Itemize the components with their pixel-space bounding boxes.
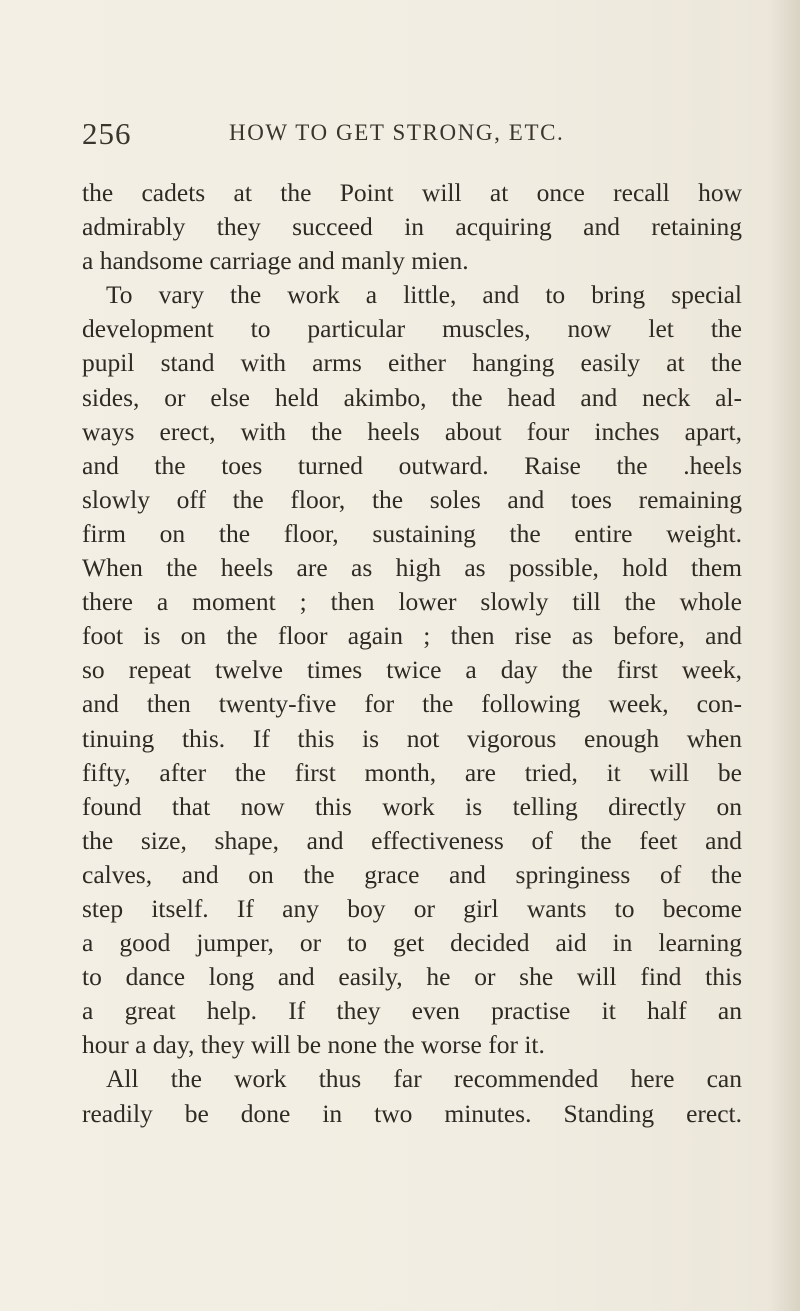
- text-line: development to particular muscles, now let the: [82, 314, 742, 344]
- text-line: To vary the work a little, and to bring special: [106, 280, 742, 310]
- text-line: foot is on the floor again ; then rise as before, and: [82, 621, 742, 651]
- text-line: hour a day, they will be none the worse for it.: [82, 1030, 545, 1060]
- text-line: the cadets at the Point will at once recall how: [82, 178, 742, 207]
- text-line: and the toes turned outward. Raise the .heels: [82, 450, 742, 480]
- text-line: tinuing this. If this is not vigorous enough when: [82, 723, 742, 753]
- text-line: admirably they succeed in acquiring and retaining: [82, 212, 742, 242]
- text-line: a great help. If they even practise it half an: [82, 996, 742, 1026]
- text-line: slowly off the floor, the soles and toes remaining: [82, 484, 742, 514]
- text-line: and then twenty-five for the following week, con-: [82, 689, 742, 719]
- text-line: a good jumper, or to get decided aid in learning: [82, 928, 742, 958]
- running-head: HOW TO GET STRONG, ETC.: [229, 120, 565, 145]
- text-line: All the work thus far recommended here can: [106, 1064, 742, 1094]
- text-line: calves, and on the grace and springiness of the: [82, 859, 742, 889]
- text-line: so repeat twelve times twice a day the first week,: [82, 655, 742, 685]
- text-line: When the heels are as high as possible, hold them: [82, 553, 742, 583]
- page-header: [82, 116, 722, 156]
- text-line: pupil stand with arms either hanging easily at the: [82, 348, 742, 378]
- body-text: [82, 176, 742, 1131]
- text-line: ways erect, with the heels about four inches apart,: [82, 416, 742, 446]
- page-number: 256: [82, 116, 132, 151]
- text-line: fifty, after the first month, are tried, it will be: [82, 757, 742, 787]
- text-line: the size, shape, and effectiveness of the feet and: [82, 825, 742, 855]
- text-line: a handsome carriage and manly mien.: [82, 246, 469, 276]
- text-line: found that now this work is telling directly on: [82, 791, 742, 821]
- text-line: firm on the floor, sustaining the entire weight.: [82, 518, 742, 548]
- text-line: readily be done in two minutes. Standing erect.: [82, 1098, 742, 1128]
- text-line: step itself. If any boy or girl wants to become: [82, 893, 742, 923]
- text-line: to dance long and easily, he or she will find this: [82, 962, 742, 992]
- text-line: sides, or else held akimbo, the head and neck al-: [82, 382, 742, 412]
- text-line: there a moment ; then lower slowly till the whole: [82, 587, 742, 617]
